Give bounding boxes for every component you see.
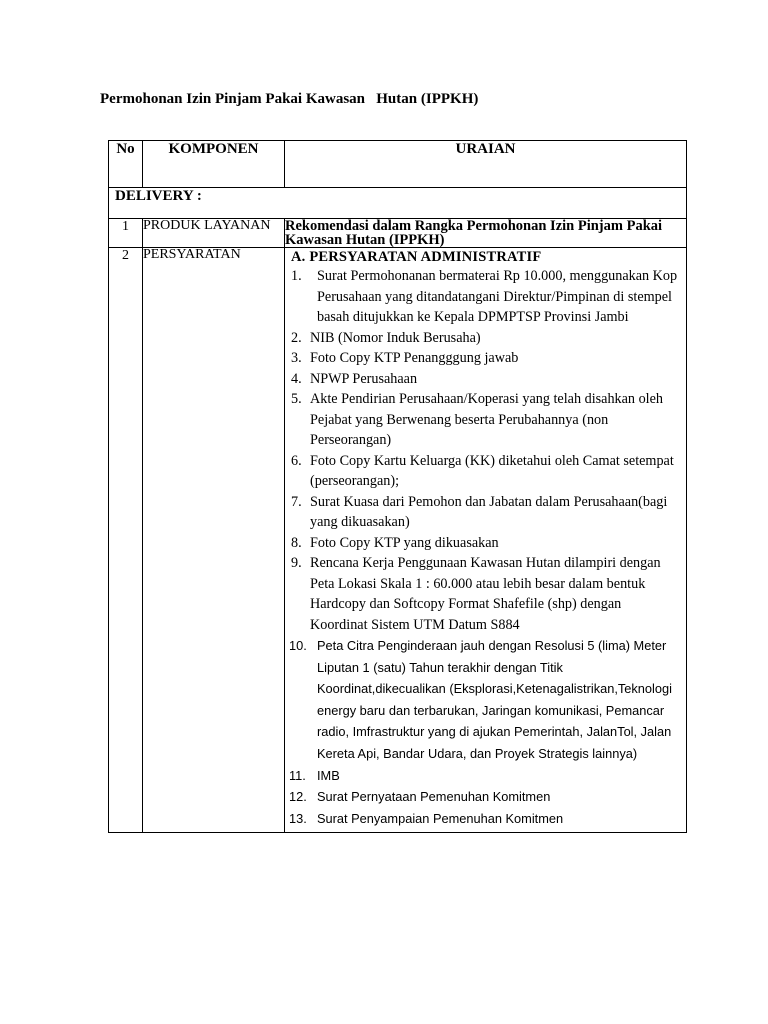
list-marker: 13. xyxy=(289,810,307,826)
list-item xyxy=(285,786,686,808)
row-description xyxy=(285,248,687,833)
list-item-text: IMB xyxy=(317,767,340,783)
list-marker: 5. xyxy=(291,391,302,407)
list-item xyxy=(285,635,686,765)
list-marker: 11. xyxy=(289,767,306,783)
list-item xyxy=(285,808,686,830)
list-item-text: Akte Pendirian Perusahaan/Koperasi yang telah disahkan oleh Pejabat yang Berwenang beserta Perubahannya (non Perseorangan) xyxy=(310,391,664,448)
list-marker: 6. xyxy=(291,452,302,469)
list-item-text: Peta Citra Penginderaan jauh dengan Resolusi 5 (lima) Meter Liputan 1 (satu) Tahun terakhir dengan Titik Koordinat,dikecualikan (Eksplorasi,Ketenagalistrikan,Teknologi energy baru dan terbarukan, Jaringan komunikasi, Pemancar radio, Imfrastruktur yang di ajukan Pemerintah, JalanTol, Jalan Kereta Api, Bandar Udara, dan Proyek Strategis lainnya) xyxy=(317,638,672,761)
table-row xyxy=(109,248,687,833)
list-item xyxy=(285,451,686,492)
list-item-text: NIB (Nomor Induk Berusaha) xyxy=(310,329,481,346)
delivery-row xyxy=(109,188,687,219)
requirements-list xyxy=(285,266,686,829)
header-no: No xyxy=(109,141,143,188)
delivery-cell xyxy=(109,188,687,219)
list-item-text: Foto Copy KTP Penangggung jawab xyxy=(310,350,519,366)
list-item-text: Foto Copy KTP yang dikuasakan xyxy=(310,534,499,551)
list-item xyxy=(285,765,686,787)
row-component: PRODUK LAYANAN xyxy=(143,219,285,248)
delivery-label: DELIVERY : xyxy=(115,188,202,204)
list-item xyxy=(285,328,686,349)
list-item xyxy=(285,533,686,554)
list-marker: 10. xyxy=(289,638,307,653)
list-marker: 1. xyxy=(291,268,302,284)
list-marker: 12. xyxy=(289,789,307,805)
list-item-text: Rencana Kerja Penggunaan Kawasan Hutan dilampiri dengan Peta Lokasi Skala 1 : 60.000 atau lebih besar dalam bentuk Hardcopy dan Softcopy Format Shafefile (shp) dengan Koordinat Sistem UTM Datum S884 xyxy=(310,555,661,633)
list-item-text: NPWP Perusahaan xyxy=(310,370,418,387)
list-marker: 9. xyxy=(291,555,302,571)
list-item xyxy=(285,369,686,390)
list-item xyxy=(285,389,686,451)
row-component: PERSYARATAN xyxy=(143,248,285,833)
row-number: 1 xyxy=(109,219,143,248)
section-title: A. PERSYARATAN ADMINISTRATIF xyxy=(291,249,542,265)
document-title: Permohonan Izin Pinjam Pakai Kawasan Hutan (IPPKH) xyxy=(100,91,479,107)
header-komponen: KOMPONEN xyxy=(143,141,285,188)
list-item xyxy=(285,348,686,369)
list-item xyxy=(285,553,686,635)
list-item xyxy=(285,266,686,328)
list-marker: 2. xyxy=(291,329,302,346)
row-number: 2 xyxy=(109,248,143,833)
list-item-text: Foto Copy Kartu Keluarga (KK) diketahui oleh Camat setempat (perseorangan); xyxy=(310,452,674,489)
list-item-text: Surat Pernyataan Pemenuhan Komitmen xyxy=(317,789,551,805)
list-item-text: Surat Permohonanan bermaterai Rp 10.000, menggunakan Kop Perusahaan yang ditandatangani Direktur/Pimpinan di stempel basah ditujukkan ke Kepala DPMPTSP Provinsi Jambi xyxy=(317,268,678,325)
header-uraian: URAIAN xyxy=(285,141,687,188)
list-marker: 8. xyxy=(291,534,302,551)
table-row xyxy=(109,219,687,248)
list-marker: 4. xyxy=(291,370,302,387)
list-item-text: Surat Penyampaian Pemenuhan Komitmen xyxy=(317,810,564,826)
row-description: Rekomendasi dalam Rangka Permohonan Izin Pinjam Pakai Kawasan Hutan (IPPKH) xyxy=(285,219,687,248)
table-header-row xyxy=(109,141,687,188)
list-item xyxy=(285,492,686,533)
list-item-text: Surat Kuasa dari Pemohon dan Jabatan dalam Perusahaan(bagi yang dikuasakan) xyxy=(310,493,668,530)
requirements-table xyxy=(108,140,687,833)
list-marker: 3. xyxy=(291,350,302,366)
list-marker: 7. xyxy=(291,493,302,510)
